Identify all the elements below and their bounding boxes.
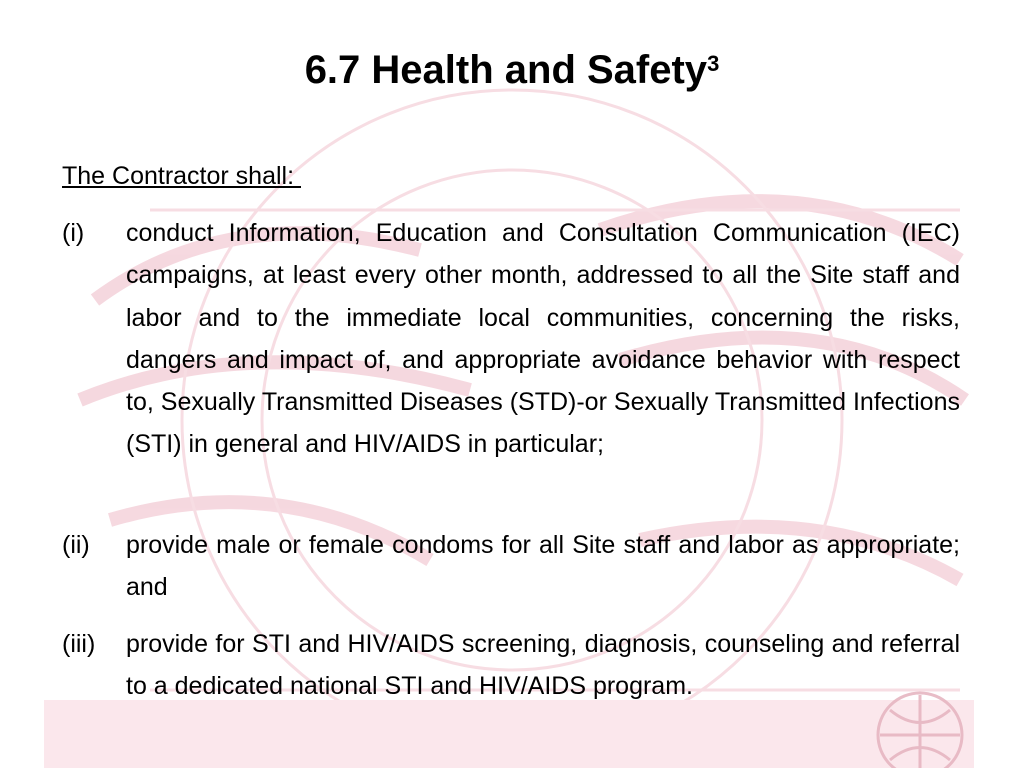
slide-title	[0, 44, 1024, 96]
list-item-text: provide male or female condoms for all Site staff and labor as appropriate; and	[126, 531, 960, 602]
title-text: 6.7 Health and Safety	[304, 48, 708, 92]
list-item-number: (iii)	[62, 630, 96, 658]
list-item	[62, 212, 960, 466]
lead-text: The Contractor shall:	[62, 162, 301, 190]
list-item-number: (i)	[62, 219, 85, 247]
list-item	[62, 623, 960, 708]
list-item-number: (ii)	[62, 531, 90, 559]
list-item-text: conduct Information, Education and Consultation Communication (IEC) campaigns, at least every other month, addressed to all the Site staff and labor and to the immediate local communities, concerning the risks, dangers and impact of, and appropriate avoidance behavior with respect to, Sexually Transmitted Diseases (STD)-or Sexually Transmitted Infections (STI) in general and HIV/AIDS in particular;	[126, 219, 960, 459]
title-footnote-marker: 3	[707, 51, 720, 76]
list-item	[62, 524, 960, 609]
list-item-text: provide for STI and HIV/AIDS screening, diagnosis, counseling and referral to a dedicated national STI and HIV/AIDS program.	[126, 630, 960, 701]
